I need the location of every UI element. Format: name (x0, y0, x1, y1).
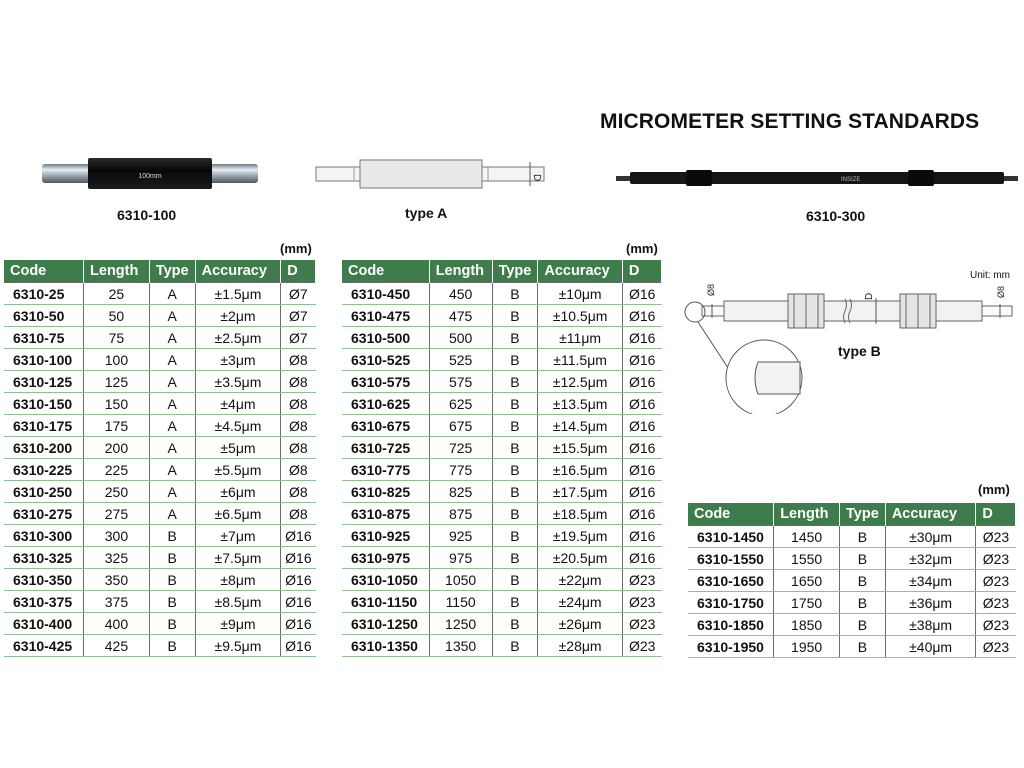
setting-standard-photo-300 (616, 166, 1018, 190)
length-cell: 1850 (774, 614, 840, 636)
code-cell: 6310-400 (4, 613, 84, 635)
table-row (4, 547, 316, 569)
accuracy-cell: ±36μm (885, 592, 976, 614)
length-cell: 325 (84, 547, 150, 569)
table-row (4, 393, 316, 415)
type-cell: A (149, 393, 195, 415)
length-cell: 525 (429, 349, 492, 371)
type-a-d-label: D (531, 174, 542, 182)
d-cell: Ø16 (281, 591, 316, 613)
accuracy-cell: ±24μm (538, 591, 623, 613)
length-cell: 350 (84, 569, 150, 591)
accuracy-cell: ±5μm (195, 437, 281, 459)
type-cell: B (840, 526, 886, 548)
length-cell: 725 (429, 437, 492, 459)
table-row (688, 570, 1016, 592)
type-cell: B (492, 459, 538, 481)
accuracy-cell: ±8μm (195, 569, 281, 591)
type-cell: A (149, 459, 195, 481)
accuracy-cell: ±4μm (195, 393, 281, 415)
length-cell: 975 (429, 547, 492, 569)
type-cell: A (149, 481, 195, 503)
column-header-accuracy: Accuracy (195, 260, 281, 283)
length-cell: 625 (429, 393, 492, 415)
d-cell: Ø16 (281, 613, 316, 635)
length-cell: 1650 (774, 570, 840, 592)
code-cell: 6310-925 (342, 525, 429, 547)
table-row (4, 481, 316, 503)
length-cell: 1350 (429, 635, 492, 657)
table-row (342, 459, 662, 481)
table-row (342, 437, 662, 459)
length-cell: 175 (84, 415, 150, 437)
accuracy-cell: ±6μm (195, 481, 281, 503)
length-cell: 375 (84, 591, 150, 613)
accuracy-cell: ±22μm (538, 569, 623, 591)
table-row (342, 613, 662, 635)
length-cell: 925 (429, 525, 492, 547)
code-cell: 6310-675 (342, 415, 429, 437)
code-cell: 6310-1050 (342, 569, 429, 591)
code-cell: 6310-200 (4, 437, 84, 459)
table-row (342, 547, 662, 569)
accuracy-cell: ±40μm (885, 636, 976, 658)
code-cell: 6310-425 (4, 635, 84, 657)
table-row (688, 636, 1016, 658)
column-header-type: Type (492, 260, 538, 283)
accuracy-cell: ±26μm (538, 613, 623, 635)
length-cell: 125 (84, 371, 150, 393)
type-cell: B (492, 613, 538, 635)
length-cell: 225 (84, 459, 150, 481)
code-cell: 6310-125 (4, 371, 84, 393)
table-row (342, 481, 662, 503)
table-row (4, 635, 316, 657)
length-cell: 50 (84, 305, 150, 327)
code-cell: 6310-975 (342, 547, 429, 569)
type-cell: A (149, 371, 195, 393)
length-cell: 25 (84, 283, 150, 305)
setting-standard-photo-100 (40, 157, 260, 191)
code-cell: 6310-175 (4, 415, 84, 437)
d-cell: Ø23 (976, 614, 1016, 636)
accuracy-cell: ±19.5μm (538, 525, 623, 547)
length-cell: 1550 (774, 548, 840, 570)
d-cell: Ø16 (281, 635, 316, 657)
type-cell: B (149, 635, 195, 657)
table-row (4, 283, 316, 305)
accuracy-cell: ±15.5μm (538, 437, 623, 459)
table-row (4, 459, 316, 481)
column-header-accuracy: Accuracy (885, 503, 976, 526)
code-cell: 6310-725 (342, 437, 429, 459)
code-cell: 6310-875 (342, 503, 429, 525)
type-cell: B (492, 283, 538, 305)
d-cell: Ø8 (281, 459, 316, 481)
accuracy-cell: ±10.5μm (538, 305, 623, 327)
length-cell: 150 (84, 393, 150, 415)
accuracy-cell: ±3μm (195, 349, 281, 371)
table-row (342, 569, 662, 591)
accuracy-cell: ±12.5μm (538, 371, 623, 393)
table-row (342, 371, 662, 393)
accuracy-cell: ±16.5μm (538, 459, 623, 481)
length-cell: 1150 (429, 591, 492, 613)
table-row (342, 283, 662, 305)
type-cell: B (492, 305, 538, 327)
type-cell: B (840, 592, 886, 614)
column-header-code: Code (688, 503, 774, 526)
code-cell: 6310-1650 (688, 570, 774, 592)
accuracy-cell: ±7.5μm (195, 547, 281, 569)
d-cell: Ø23 (622, 569, 661, 591)
brand-logo: INSIZE (841, 177, 861, 183)
accuracy-cell: ±32μm (885, 548, 976, 570)
length-cell: 775 (429, 459, 492, 481)
type-cell: B (149, 613, 195, 635)
length-cell: 425 (84, 635, 150, 657)
length-cell: 1950 (774, 636, 840, 658)
spec-table-1 (4, 260, 316, 657)
code-cell: 6310-150 (4, 393, 84, 415)
code-cell: 6310-75 (4, 327, 84, 349)
table-row (342, 327, 662, 349)
length-cell: 875 (429, 503, 492, 525)
column-header-code: Code (4, 260, 84, 283)
table-row (4, 371, 316, 393)
d-cell: Ø23 (976, 592, 1016, 614)
d-cell: Ø16 (622, 305, 661, 327)
type-cell: B (492, 635, 538, 657)
code-cell: 6310-1750 (688, 592, 774, 614)
accuracy-cell: ±38μm (885, 614, 976, 636)
type-cell: B (149, 569, 195, 591)
code-cell: 6310-275 (4, 503, 84, 525)
type-cell: B (492, 503, 538, 525)
accuracy-cell: ±7μm (195, 525, 281, 547)
d-cell: Ø16 (622, 547, 661, 569)
d-cell: Ø8 (281, 481, 316, 503)
accuracy-cell: ±2.5μm (195, 327, 281, 349)
type-cell: B (492, 415, 538, 437)
type-cell: B (840, 570, 886, 592)
length-cell: 250 (84, 481, 150, 503)
code-cell: 6310-1150 (342, 591, 429, 613)
d-cell: Ø8 (281, 349, 316, 371)
type-cell: A (149, 503, 195, 525)
type-cell: B (492, 437, 538, 459)
code-cell: 6310-225 (4, 459, 84, 481)
type-cell: B (492, 591, 538, 613)
spec-table-3 (688, 503, 1016, 658)
type-cell: B (840, 614, 886, 636)
code-cell: 6310-1450 (688, 526, 774, 548)
unit-label-table2: (mm) (626, 241, 658, 256)
accuracy-cell: ±34μm (885, 570, 976, 592)
d-cell: Ø23 (976, 526, 1016, 548)
d-cell: Ø8 (281, 503, 316, 525)
code-cell: 6310-1550 (688, 548, 774, 570)
d-cell: Ø16 (622, 503, 661, 525)
accuracy-cell: ±2μm (195, 305, 281, 327)
accuracy-cell: ±9.5μm (195, 635, 281, 657)
unit-label-table3: (mm) (978, 482, 1010, 497)
table-row (342, 393, 662, 415)
table-row (4, 305, 316, 327)
caption-6310-100: 6310-100 (117, 207, 177, 223)
code-cell: 6310-575 (342, 371, 429, 393)
length-cell: 575 (429, 371, 492, 393)
code-cell: 6310-325 (4, 547, 84, 569)
length-cell: 275 (84, 503, 150, 525)
d-cell: Ø8 (281, 393, 316, 415)
d-cell: Ø23 (976, 636, 1016, 658)
d-cell: Ø16 (281, 547, 316, 569)
code-cell: 6310-1950 (688, 636, 774, 658)
accuracy-cell: ±6.5μm (195, 503, 281, 525)
length-cell: 1050 (429, 569, 492, 591)
dia-label-right: Ø8 (996, 285, 1006, 298)
length-cell: 450 (429, 283, 492, 305)
type-cell: A (149, 305, 195, 327)
type-cell: B (492, 393, 538, 415)
accuracy-cell: ±28μm (538, 635, 623, 657)
table-row (342, 635, 662, 657)
accuracy-cell: ±11.5μm (538, 349, 623, 371)
table-row (342, 525, 662, 547)
type-cell: B (840, 548, 886, 570)
d-cell: Ø16 (622, 415, 661, 437)
d-cell: Ø23 (622, 635, 661, 657)
dia-label-left: Ø8 (706, 284, 716, 296)
length-cell: 1750 (774, 592, 840, 614)
table-row (342, 305, 662, 327)
type-cell: A (149, 437, 195, 459)
code-cell: 6310-50 (4, 305, 84, 327)
d-cell: Ø16 (622, 371, 661, 393)
accuracy-cell: ±1.5μm (195, 283, 281, 305)
accuracy-cell: ±20.5μm (538, 547, 623, 569)
accuracy-cell: ±9μm (195, 613, 281, 635)
table-row (4, 349, 316, 371)
code-cell: 6310-775 (342, 459, 429, 481)
accuracy-cell: ±30μm (885, 526, 976, 548)
code-cell: 6310-375 (4, 591, 84, 613)
table-row (342, 591, 662, 613)
code-cell: 6310-350 (4, 569, 84, 591)
accuracy-cell: ±8.5μm (195, 591, 281, 613)
column-header-type: Type (840, 503, 886, 526)
length-cell: 75 (84, 327, 150, 349)
d-cell: Ø16 (622, 283, 661, 305)
type-cell: B (492, 569, 538, 591)
type-cell: B (840, 636, 886, 658)
accuracy-cell: ±10μm (538, 283, 623, 305)
type-cell: B (149, 591, 195, 613)
length-cell: 675 (429, 415, 492, 437)
length-cell: 825 (429, 481, 492, 503)
table-row (342, 503, 662, 525)
table-row (4, 503, 316, 525)
table-row (4, 613, 316, 635)
accuracy-cell: ±13.5μm (538, 393, 623, 415)
caption-6310-300: 6310-300 (806, 208, 866, 224)
column-header-d: D (976, 503, 1016, 526)
column-header-d: D (281, 260, 316, 283)
column-header-length: Length (774, 503, 840, 526)
table-row (688, 592, 1016, 614)
page-title: MICROMETER SETTING STANDARDS (600, 110, 980, 133)
d-cell: Ø23 (622, 591, 661, 613)
accuracy-cell: ±3.5μm (195, 371, 281, 393)
code-cell: 6310-825 (342, 481, 429, 503)
code-cell: 6310-450 (342, 283, 429, 305)
d-cell: Ø16 (622, 393, 661, 415)
d-cell: Ø16 (622, 327, 661, 349)
d-cell: Ø16 (281, 525, 316, 547)
table-row (342, 415, 662, 437)
type-a-drawing (312, 158, 548, 190)
length-cell: 1250 (429, 613, 492, 635)
type-cell: B (492, 481, 538, 503)
code-cell: 6310-300 (4, 525, 84, 547)
code-cell: 6310-1350 (342, 635, 429, 657)
accuracy-cell: ±5.5μm (195, 459, 281, 481)
d-cell: Ø8 (281, 371, 316, 393)
type-cell: B (492, 327, 538, 349)
length-cell: 500 (429, 327, 492, 349)
caption-type-b: type B (838, 343, 881, 359)
d-cell: Ø8 (281, 437, 316, 459)
type-cell: B (149, 547, 195, 569)
type-cell: B (149, 525, 195, 547)
table-row (4, 327, 316, 349)
d-cell: Ø23 (976, 570, 1016, 592)
length-cell: 200 (84, 437, 150, 459)
accuracy-cell: ±18.5μm (538, 503, 623, 525)
rod-marking: 100mm (138, 173, 162, 180)
d-cell: Ø7 (281, 327, 316, 349)
length-cell: 100 (84, 349, 150, 371)
d-cell: Ø16 (622, 437, 661, 459)
accuracy-cell: ±4.5μm (195, 415, 281, 437)
code-cell: 6310-475 (342, 305, 429, 327)
spec-table-2 (342, 260, 662, 657)
type-cell: B (492, 371, 538, 393)
table-row (688, 614, 1016, 636)
column-header-code: Code (342, 260, 429, 283)
accuracy-cell: ±14.5μm (538, 415, 623, 437)
code-cell: 6310-500 (342, 327, 429, 349)
type-cell: B (492, 547, 538, 569)
column-header-accuracy: Accuracy (538, 260, 623, 283)
table-row (4, 415, 316, 437)
d-cell: Ø16 (622, 481, 661, 503)
d-cell: Ø7 (281, 305, 316, 327)
column-header-length: Length (84, 260, 150, 283)
d-cell: Ø16 (622, 459, 661, 481)
d-cell: Ø16 (622, 349, 661, 371)
table-row (4, 437, 316, 459)
code-cell: 6310-1250 (342, 613, 429, 635)
d-cell: Ø16 (281, 569, 316, 591)
table-row (4, 591, 316, 613)
table-row (4, 525, 316, 547)
length-cell: 300 (84, 525, 150, 547)
column-header-type: Type (149, 260, 195, 283)
d-cell: Ø8 (281, 415, 316, 437)
table-row (688, 526, 1016, 548)
type-b-d-label: D (864, 292, 875, 300)
d-cell: Ø23 (976, 548, 1016, 570)
d-cell: Ø7 (281, 283, 316, 305)
type-cell: A (149, 415, 195, 437)
accuracy-cell: ±11μm (538, 327, 623, 349)
code-cell: 6310-525 (342, 349, 429, 371)
code-cell: 6310-25 (4, 283, 84, 305)
type-cell: A (149, 327, 195, 349)
table-row (688, 548, 1016, 570)
type-cell: A (149, 349, 195, 371)
table-row (342, 349, 662, 371)
caption-type-a: type A (405, 205, 448, 221)
unit-note: Unit: mm (970, 270, 1010, 281)
code-cell: 6310-1850 (688, 614, 774, 636)
length-cell: 400 (84, 613, 150, 635)
code-cell: 6310-625 (342, 393, 429, 415)
column-header-d: D (622, 260, 661, 283)
code-cell: 6310-250 (4, 481, 84, 503)
type-cell: B (492, 349, 538, 371)
accuracy-cell: ±17.5μm (538, 481, 623, 503)
d-cell: Ø23 (622, 613, 661, 635)
code-cell: 6310-100 (4, 349, 84, 371)
length-cell: 1450 (774, 526, 840, 548)
type-cell: A (149, 283, 195, 305)
column-header-length: Length (429, 260, 492, 283)
d-cell: Ø16 (622, 525, 661, 547)
type-cell: B (492, 525, 538, 547)
unit-label-table1: (mm) (280, 241, 312, 256)
length-cell: 475 (429, 305, 492, 327)
table-row (4, 569, 316, 591)
